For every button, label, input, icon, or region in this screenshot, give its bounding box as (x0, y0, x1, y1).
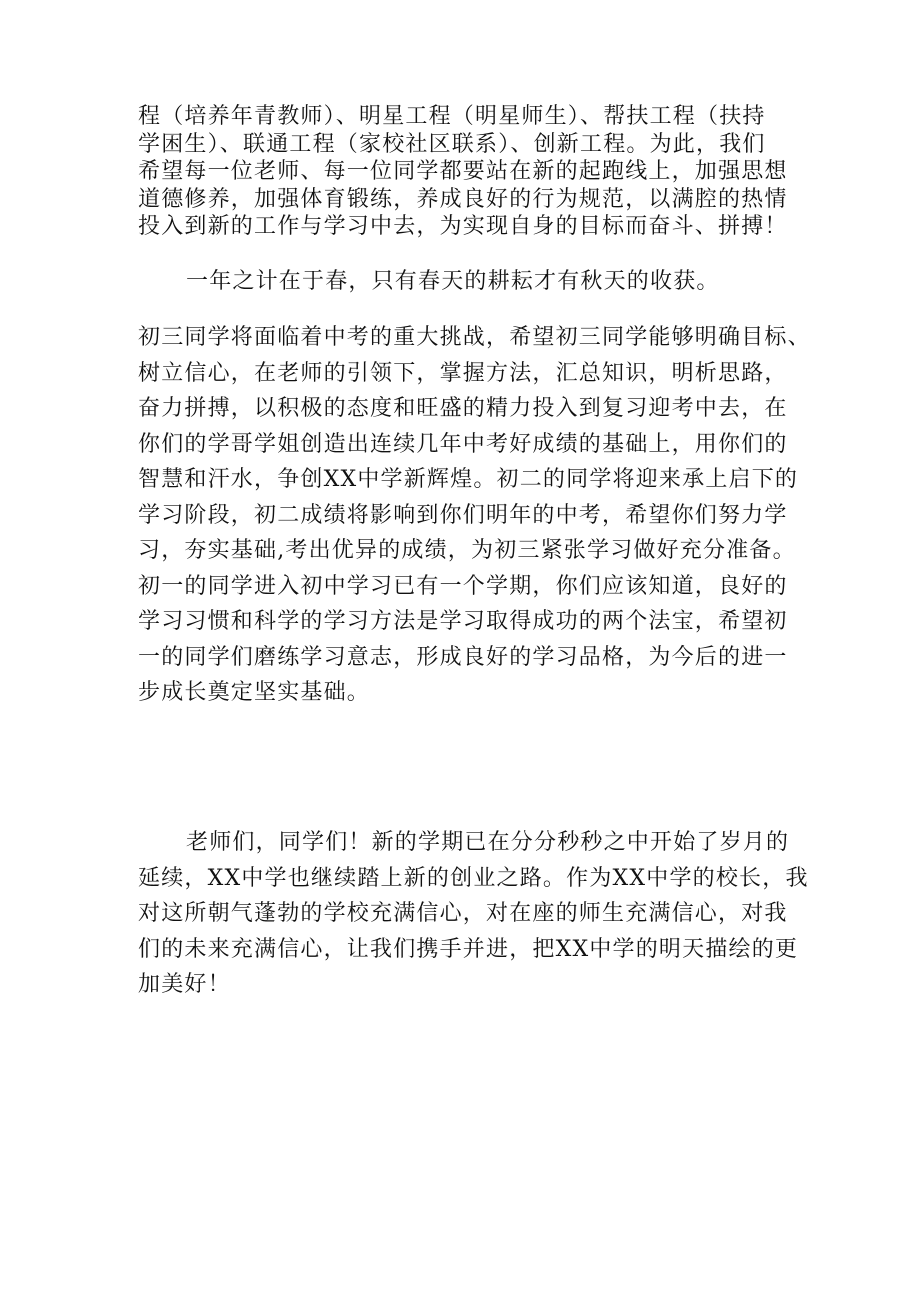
text-line: 学习阶段，初二成绩将影响到你们明年的中考，希望你们努力学 (138, 502, 788, 528)
text-line: 一年之计在于春，只有春天的耕耘才有秋天的收获。 (186, 269, 720, 294)
text-line: 初一的同学进入初中学习已有一个学期，你们应该知道，良好的 (138, 573, 788, 599)
text-line: 延续，XX中学也继续踏上新的创业之路。作为XX中学的校长，我 (138, 865, 809, 891)
text-line: 奋力拼搏，以积极的态度和旺盛的精力投入到复习迎考中去，在 (138, 396, 788, 421)
paragraph-4 (138, 825, 809, 1003)
text-line: 加美好！ (138, 972, 231, 997)
text-line: 智慧和汗水，争创XX中学新辉煌。初二的同学将迎来承上启下的 (138, 467, 799, 492)
text-line: 对这所朝气蓬勃的学校充满信心，对在座的师生充满信心，对我 (138, 901, 788, 926)
text-line: 道德修养，加强体育锻练，养成良好的行为规范，以满腔的热情 (138, 186, 788, 212)
text-line: 希望每一位老师、每一位同学都要站在新的起跑线上，加强思想 (138, 159, 788, 184)
text-line: 习，夯实基础,考出优异的成绩，为初三紧张学习做好充分准备。 (138, 538, 796, 563)
text-line: 你们的学哥学姐创造出连续几年中考好成绩的基础上，用你们的 (138, 431, 788, 457)
text-line: 学困生）、联通工程（家校社区联系）、创新工程。为此，我们 (138, 131, 766, 157)
text-line: 们的未来充满信心，让我们携手并进，把XX中学的明天描绘的更 (138, 936, 799, 962)
text-line: 一的同学们磨练学习意志，形成良好的学习品格，为今后的进一 (138, 644, 788, 670)
text-line: 步成长奠定坚实基础。 (138, 680, 371, 705)
text-line: 初三同学将面临着中考的重大挑战，希望初三同学能够明确目标、 (138, 325, 811, 350)
paragraph-1 (138, 103, 798, 241)
text-line: 老师们，同学们！新的学期已在分分秒秒之中开始了岁月的 (186, 830, 790, 855)
text-line: 投入到新的工作与学习中去，为实现自身的目标而奋斗、拼搏！ (138, 214, 788, 239)
paragraph-3 (138, 320, 811, 711)
paragraph-2 (138, 267, 798, 297)
text-line: 学习习惯和科学的学习方法是学习取得成功的两个法宝，希望初 (138, 609, 788, 634)
text-line: 程（培养年青教师）、明星工程（明星师生）、帮扶工程（扶持 (138, 104, 766, 129)
text-line: 树立信心，在老师的引领下，掌握方法，汇总知识，明析思路， (138, 360, 788, 386)
